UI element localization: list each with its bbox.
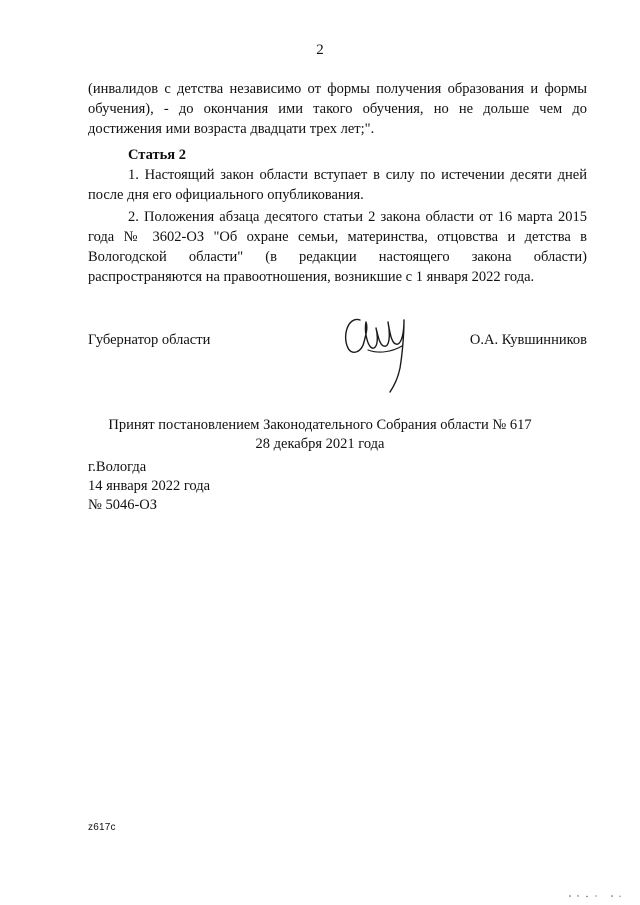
paragraph-item-2: 2. Положения абзаца десятого статьи 2 закона области от 16 марта 2015 года № 3602-ОЗ "Об охране семьи, материнства, отцовства и детства в Вологодской области" (в редакции настоящего закона области) распространяются на правоотношения, возникшие с 1 января 2022 года. — [88, 209, 587, 285]
signatory-name: О.А. Кувшинников — [469, 332, 587, 348]
signatory-position: Губернатор области — [88, 332, 211, 348]
page-number: 2 — [316, 42, 324, 58]
adoption-date: 28 декабря 2021 года — [255, 436, 385, 452]
law-date: 14 января 2022 года — [88, 478, 211, 494]
paragraph-item-1: 1. Настоящий закон области вступает в силу по истечении десяти дней после дня его официального опубликования. — [88, 167, 587, 203]
scan-noise-marks — [566, 893, 626, 899]
article-heading: Статья 2 — [128, 147, 186, 163]
city: г.Вологда — [88, 459, 147, 475]
handwritten-signature — [338, 306, 418, 394]
document-code: z617c — [88, 822, 116, 833]
law-number: № 5046-ОЗ — [88, 497, 158, 513]
paragraph-continuation: (инвалидов с детства независимо от формы получения образования и формы обучения), - до окончания ими такого обучения, но не дольше чем до достижения ими возраста двадцати трех лет;". — [88, 81, 587, 137]
adoption-statement: Принят постановлением Законодательного Собрания области № 617 — [108, 417, 532, 433]
